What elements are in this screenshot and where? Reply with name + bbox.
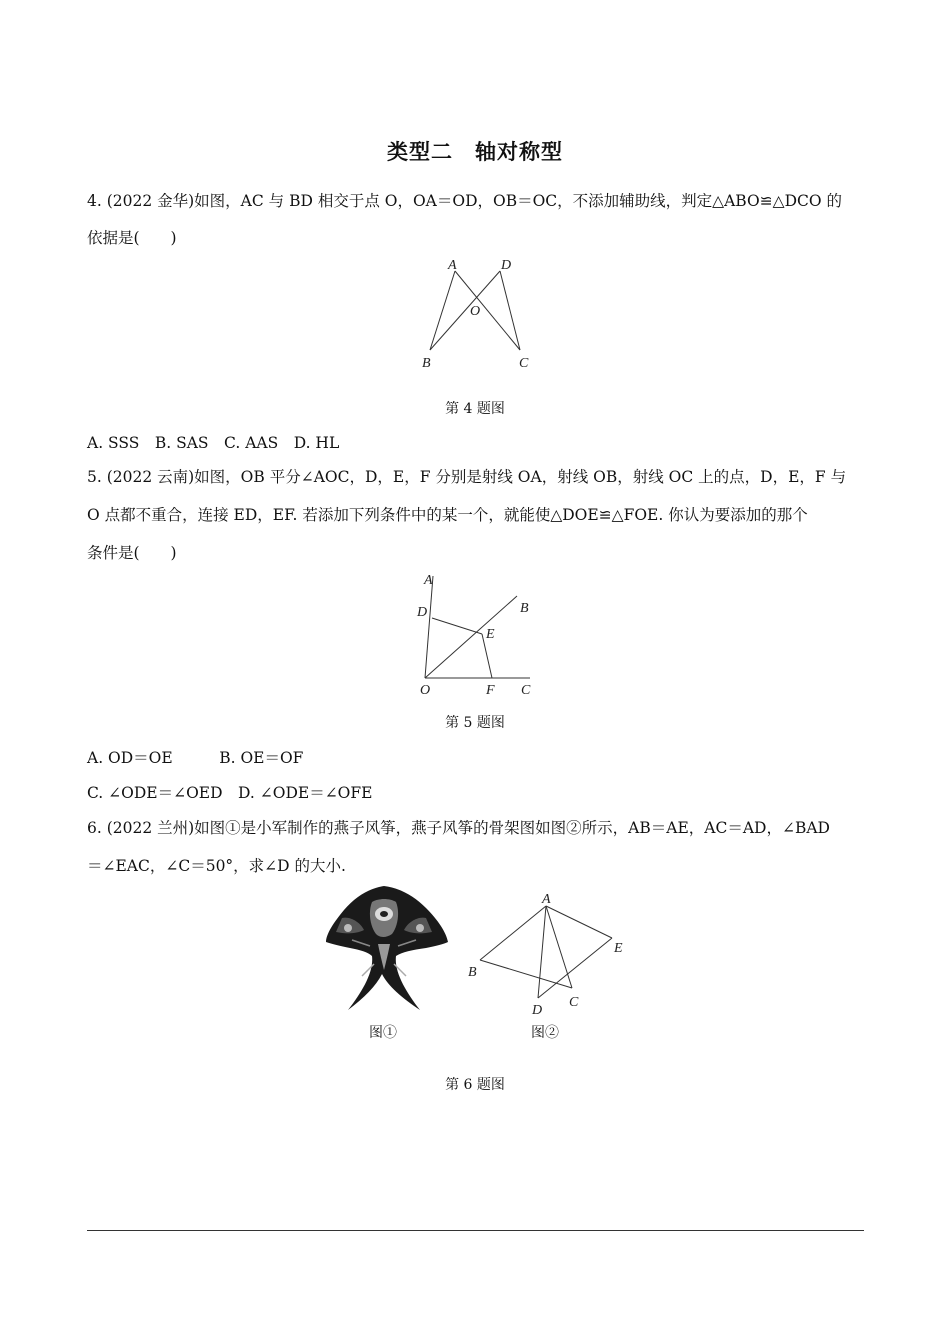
q4-label-a: A bbox=[448, 258, 457, 273]
q6-label-c: C bbox=[569, 995, 579, 1010]
q4-label-d: D bbox=[501, 258, 512, 273]
q6-skeleton-figure bbox=[462, 890, 637, 1020]
q6-label-d: D bbox=[532, 1003, 543, 1018]
q4-label-b: B bbox=[422, 356, 431, 370]
q5-line1: 5. (2022 云南)如图，OB 平分∠AOC，D，E，F 分别是射线 OA，射线 OB，射线 OC 上的点，D，E，F 与 bbox=[87, 468, 847, 486]
q4-label-c: C bbox=[519, 356, 529, 370]
q4-line2: 依据是( ) bbox=[87, 229, 177, 247]
q5-options-cd: C. ∠ODE＝∠OED D. ∠ODE＝∠OFE bbox=[87, 784, 373, 802]
q6-line2: ＝∠EAC，∠C＝50°，求∠D 的大小. bbox=[87, 857, 346, 875]
q5-line2: O 点都不重合，连接 ED，EF. 若添加下列条件中的某一个，就能使△DOE≌△FOE. 你认为要添加的那个 bbox=[87, 506, 808, 524]
section-title: 类型二 轴对称型 bbox=[387, 140, 563, 164]
q4-caption: 第 4 题图 bbox=[445, 401, 505, 417]
footer-divider bbox=[87, 1230, 864, 1231]
q5-label-b: B bbox=[520, 601, 529, 616]
q4-line1: 4. (2022 金华)如图，AC 与 BD 相交于点 O，OA＝OD，OB＝OC，不添加辅助线，判定△ABO≌△DCO 的 bbox=[87, 192, 842, 210]
fig2-label: 图② bbox=[531, 1025, 559, 1041]
q4-label-o: O bbox=[470, 304, 481, 319]
q6-line1: 6. (2022 兰州)如图①是小军制作的燕子风筝，燕子风筝的骨架图如图②所示，AB＝AE，AC＝AD，∠BAD bbox=[87, 819, 830, 837]
kite-picture bbox=[322, 882, 452, 1014]
q5-label-e: E bbox=[486, 627, 495, 642]
q4-options: A. SSS B. SAS C. AAS D. HL bbox=[87, 434, 340, 452]
q5-label-c: C bbox=[521, 683, 531, 698]
q5-label-a: A bbox=[424, 573, 433, 588]
q5-label-f: F bbox=[486, 683, 495, 698]
q5-figure bbox=[410, 568, 540, 698]
fig1-label: 图① bbox=[369, 1025, 397, 1041]
q6-label-e: E bbox=[614, 941, 623, 956]
q5-options-ab: A. OD＝OE B. OE＝OF bbox=[87, 749, 304, 767]
q6-label-b: B bbox=[468, 965, 477, 980]
q5-label-o: O bbox=[420, 683, 431, 698]
q5-label-d: D bbox=[417, 605, 428, 620]
q6-caption: 第 6 题图 bbox=[445, 1077, 505, 1093]
q6-label-a: A bbox=[542, 892, 551, 907]
q5-caption: 第 5 题图 bbox=[445, 715, 505, 731]
q5-line3: 条件是( ) bbox=[87, 544, 177, 562]
q4-figure bbox=[415, 255, 535, 370]
